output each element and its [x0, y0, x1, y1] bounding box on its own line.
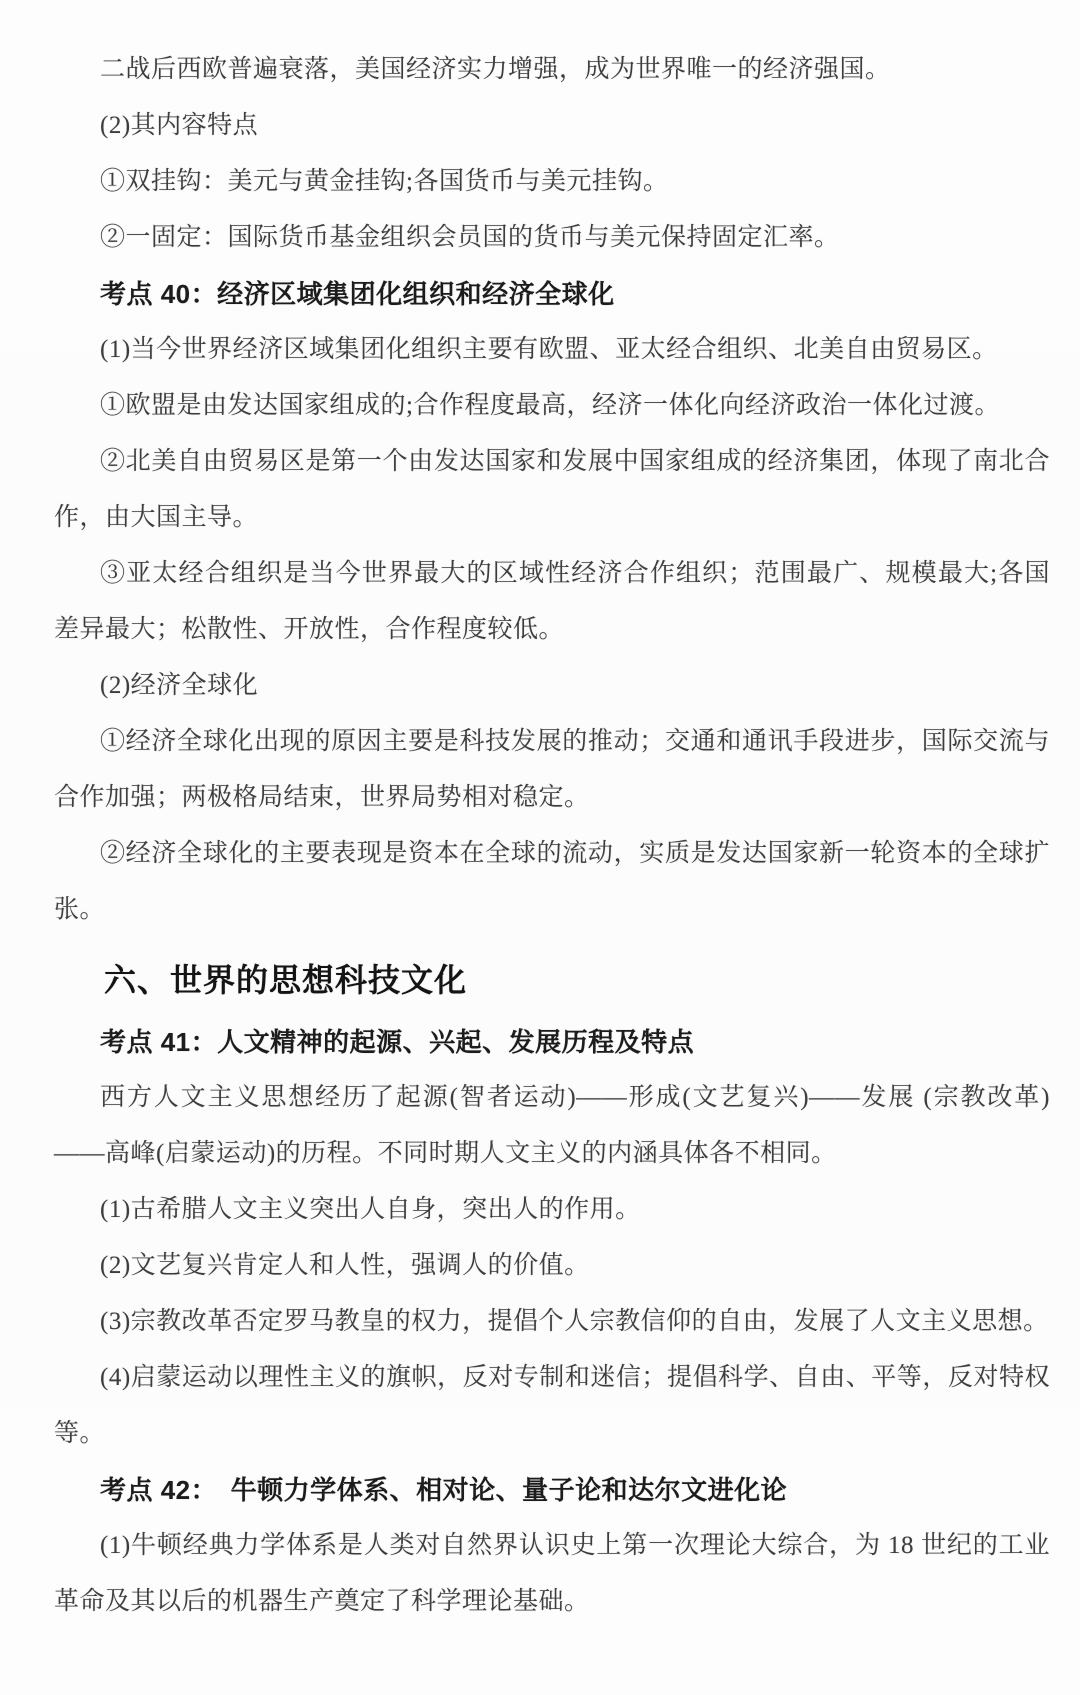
paragraph: ②北美自由贸易区是第一个由发达国家和发展中国家组成的经济集团，体现了南北合作，由大国主导。 — [54, 448, 1050, 531]
paragraph: (1)当今世界经济区域集团化组织主要有欧盟、亚太经合组织、北美自由贸易区。 — [100, 336, 998, 363]
paragraph: (2)其内容特点 — [100, 112, 259, 139]
paragraph: 西方人文主义思想经历了起源(智者运动)——形成(文艺复兴)——发展 (宗教改革)——高峰(启蒙运动)的历程。不同时期人文主义的内涵具体各不相同。 — [54, 1084, 1050, 1167]
document-content — [54, 42, 1050, 1630]
exam-point-heading: 考点 42： 牛顿力学体系、相对论、量子论和达尔文进化论 — [100, 1475, 788, 1505]
paragraph: ②一固定：国际货币基金组织会员国的货币与美元保持固定汇率。 — [100, 224, 840, 251]
paragraph: (2)文艺复兴肯定人和人性，强调人的价值。 — [100, 1252, 590, 1279]
exam-point-heading: 考点 40：经济区域集团化组织和经济全球化 — [100, 279, 615, 309]
paragraph: ①双挂钩：美元与黄金挂钩;各国货币与美元挂钩。 — [100, 168, 669, 195]
paragraph: ②经济全球化的主要表现是资本在全球的流动，实质是发达国家新一轮资本的全球扩张。 — [54, 840, 1050, 923]
paragraph: 二战后西欧普遍衰落，美国经济实力增强，成为世界唯一的经济强国。 — [100, 56, 891, 83]
paragraph: ③亚太经合组织是当今世界最大的区域性经济合作组织；范围最广、规模最大;各国差异最大；松散性、开放性，合作程度较低。 — [54, 560, 1050, 643]
paragraph: (1)牛顿经典力学体系是人类对自然界认识史上第一次理论大综合，为 18 世纪的工业革命及其以后的机器生产奠定了科学理论基础。 — [54, 1532, 1050, 1615]
paragraph: (2)经济全球化 — [100, 672, 259, 699]
paragraph: ①经济全球化出现的原因主要是科技发展的推动；交通和通讯手段进步，国际交流与合作加强；两极格局结束，世界局势相对稳定。 — [54, 728, 1050, 811]
paragraph: ①欧盟是由发达国家组成的;合作程度最高，经济一体化向经济政治一体化过渡。 — [100, 392, 1000, 419]
exam-point-heading: 考点 41：人文精神的起源、兴起、发展历程及特点 — [100, 1027, 695, 1057]
paragraph: (4)启蒙运动以理性主义的旗帜，反对专制和迷信；提倡科学、自由、平等，反对特权等。 — [54, 1364, 1050, 1447]
paragraph: (3)宗教改革否定罗马教皇的权力，提倡个人宗教信仰的自由，发展了人文主义思想。 — [100, 1308, 1049, 1335]
section-heading: 六、世界的思想科技文化 — [104, 962, 468, 998]
paragraph: (1)古希腊人文主义突出人自身，突出人的作用。 — [100, 1196, 641, 1223]
